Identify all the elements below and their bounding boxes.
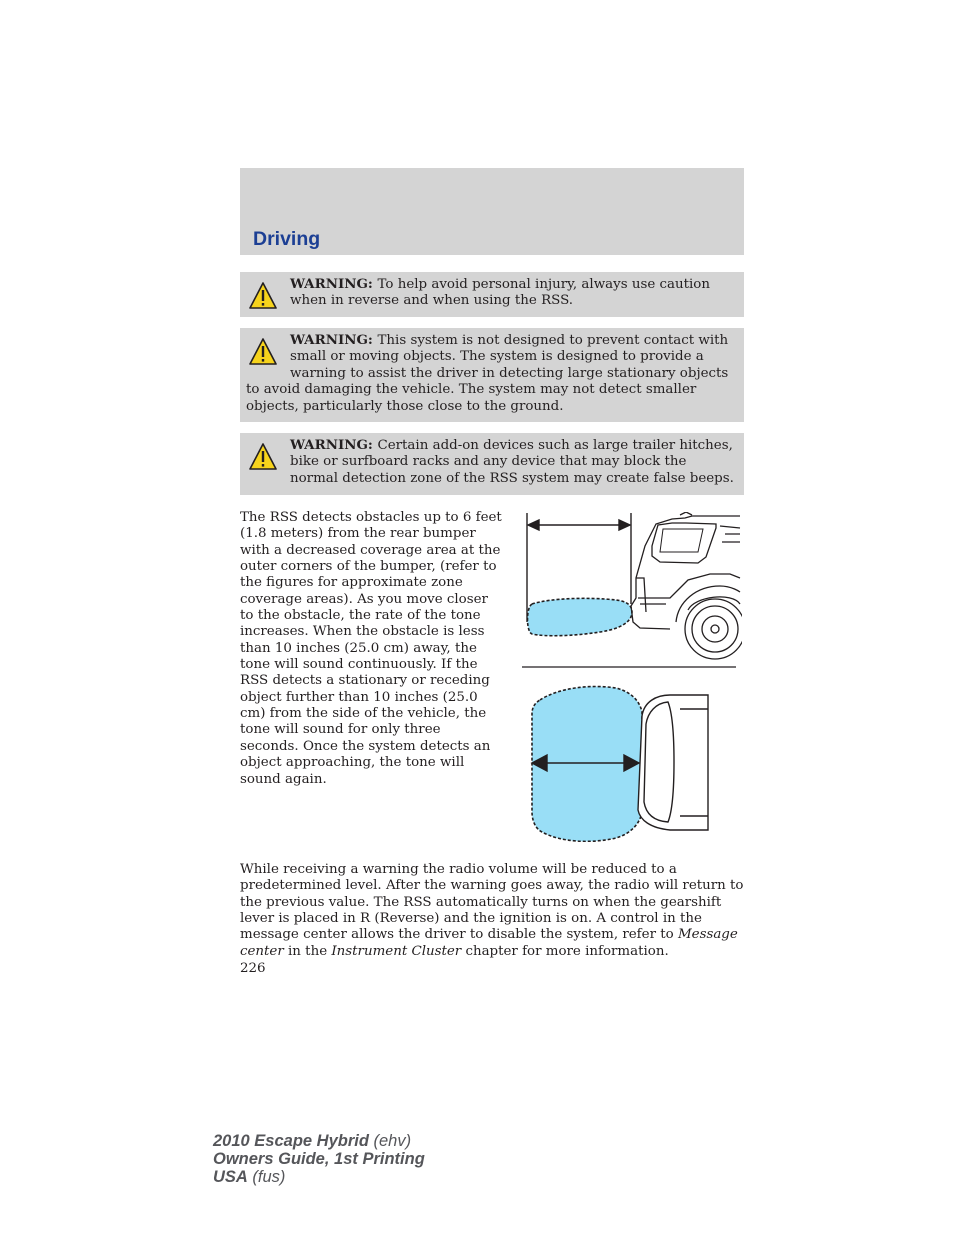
warning-box-1 [240, 272, 744, 317]
footer-market-code: (fus) [247, 1168, 286, 1186]
footer-market: USA [213, 1168, 248, 1186]
section-header [240, 168, 744, 255]
warning-text: This system is not designed to prevent contact with small or moving objects. The system is designed to provide a warning to assist the driver in detecting large stationary objects to avoid damaging the vehicle. The system may not detect smaller objects, particularly those close to the ground. [246, 333, 729, 414]
footer-model: 2010 Escape Hybrid [213, 1132, 369, 1150]
warning-triangle-icon [248, 337, 278, 367]
rss-description-paragraph: The RSS detects obstacles up to 6 feet (1.8 meters) from the rear bumper with a decreased coverage area at the outer corners of the bumper, (refer to the figures for approximate zone coverage areas). As you move closer to the obstacle, the rate of the tone increases. When the obstacle is less than 10 inches (25.0 cm) away, the tone will sound continuously. If the RSS detects a stationary or receding object further than 10 inches (25.0 cm) from the side of the vehicle, the tone will sound for only three seconds. Once the system detects an object approaching, the tone will sound again. [240, 510, 502, 787]
radio-volume-paragraph [240, 862, 746, 960]
rss-coverage-diagram [520, 512, 742, 842]
warning-triangle-icon [248, 281, 278, 311]
warning-text: Certain add-on devices such as large trailer hitches, bike or surfboard racks and any device that may block the normal detection zone of the RSS system may create false beeps. [290, 438, 734, 486]
footer-model-code: (ehv) [368, 1132, 412, 1150]
warning-label: WARNING: [290, 276, 378, 292]
side-detection-zone [528, 598, 633, 635]
paragraph-text: in the [283, 943, 332, 959]
warning-label: WARNING: [290, 332, 378, 348]
warning-triangle-icon [248, 442, 278, 472]
section-title: Driving [253, 228, 321, 250]
paragraph-text: chapter for more information. [461, 943, 669, 959]
vehicle-top-view [638, 695, 708, 830]
message-center-reference: Message center [240, 927, 738, 959]
footer-printing: Owners Guide, 1st Printing [213, 1150, 425, 1168]
document-footer [213, 1132, 425, 1186]
page-number: 226 [240, 961, 266, 976]
warning-label: WARNING: [290, 437, 378, 453]
paragraph-text: While receiving a warning the radio volume will be reduced to a predetermined level. After the warning goes away, the radio will return to the previous value. The RSS automatically turns on when the gearshift lever is placed in R (Reverse) and the ignition is on. A control in the message center allows the driver to disable the system, refer to [240, 862, 744, 943]
vehicle-side-view [631, 512, 742, 659]
instrument-cluster-reference: Instrument Cluster [331, 943, 462, 959]
warning-text: To help avoid personal injury, always use caution when in reverse and when using the RSS. [290, 277, 710, 309]
warning-box-2 [240, 328, 744, 422]
warning-box-3 [240, 433, 744, 495]
